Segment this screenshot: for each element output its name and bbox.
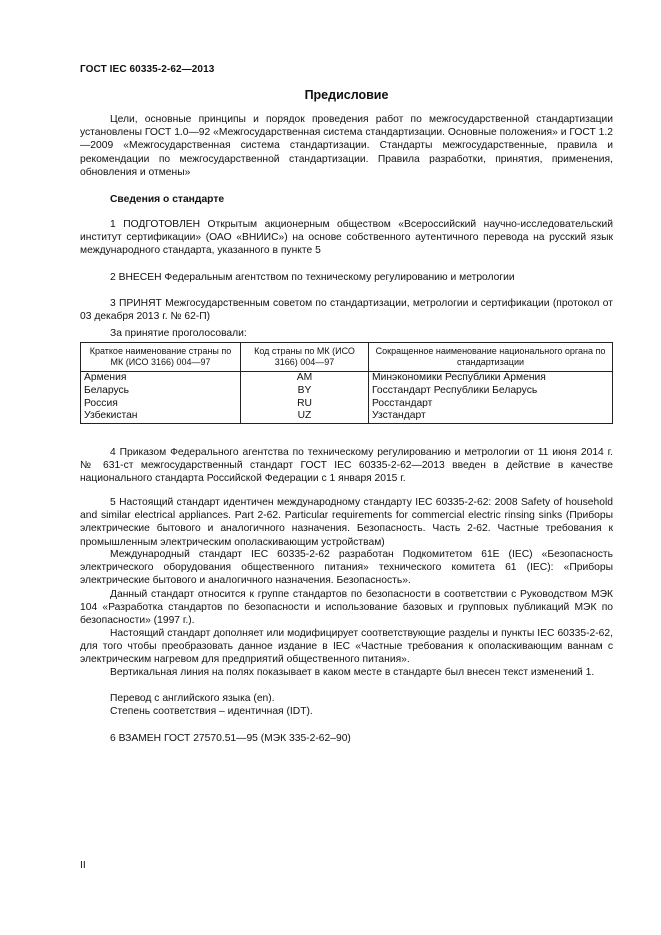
item-4-paragraph: 4 Приказом Федерального агентства по техническому регулированию и метрологии от 11 июня 2014 г. № 631-ст межгосударственный стандарт ГОСТ IEC 60335-2-62—2013 введен в действие в качестве национального стандарта Российской Федерации с 1 января 2015 г. [80,447,613,485]
item-5-group-paragraph: Данный стандарт относится к группе стандартов по безопасности в соответствии с Руководством МЭК 104 «Разработка стандартов по безопасности и использование базовых и групповых публикаций МЭК по безопасности» (1997 г.). [80,589,613,627]
table-cell-code: RU [241,398,369,411]
table-cell-body: Госстандарт Республики Беларусь [369,385,613,398]
item-3-paragraph: 3 ПРИНЯТ Межгосударственным советом по стандартизации, метрологии и сертификации (протокол от 03 декабря 2013 г. № 62-П) [80,298,613,323]
table-cell-code: AM [241,372,369,385]
voting-countries-table [80,342,613,424]
table-cell-code: BY [241,385,369,398]
section-subheading: Сведения о стандарте [110,194,225,205]
table-header-row [81,343,613,372]
table-cell-body: Узстандарт [369,410,613,423]
table-row [81,410,613,423]
page-title: Предисловие [304,88,389,102]
standard-code-header: ГОСТ IEC 60335-2-62—2013 [80,64,215,75]
table-cell-country: Узбекистан [81,410,241,423]
intro-paragraph: Цели, основные принципы и порядок проведения работ по межгосударственной стандартизации установлены ГОСТ 1.0—92 «Межгосударственная система стандартизации. Основные положения» и ГОСТ 1.2—2009 «Межгосударственная система стандартизации. Стандарты межгосударственные, правила и рекомендации по межгосударственной стандартизации. Правила разработки, принятия, применения, обновления и отмены» [80,114,613,178]
item-5-supplement-paragraph: Настоящий стандарт дополняет или модифицирует соответствующие разделы и пункты IEC 60335-2-62, для того чтобы преобразовать данное издание в IEC «Частные требования к ополаскивающим ваннам с электрическим нагревом для предприятий общественного питания». [80,628,613,666]
table-cell-country: Беларусь [81,385,241,398]
vote-label: За принятие проголосовали: [110,328,247,339]
table-cell-body: Минэкономики Республики Армения [369,372,613,385]
item-5-developer-paragraph: Международный стандарт IEC 60335-2-62 разработан Подкомитетом 61E (IEC) «Безопасность электрического оборудования общественного питания» технического комитета 61 (IEC): «Приборы электрические бытового и аналогичного назначения. Безопасность». [80,549,613,587]
item-5-vertical-line-paragraph: Вертикальная линия на полях показывает в каком месте в стандарте был внесен текст изменений 1. [110,667,595,678]
item-1-paragraph: 1 ПОДГОТОВЛЕН Открытым акционерным обществом «Всероссийский научно-исследовательский институт сертификации» (ОАО «ВНИИС») на основе собственного аутентичного перевода на русский язык международного стандарта, указанного в пункте 5 [80,219,613,257]
page-number: II [80,860,86,871]
item-5-translation-paragraph: Перевод с английского языка (en). [110,693,275,704]
table-header-code: Код страны по МК (ИСО 3166) 004—97 [241,343,369,372]
table-header-body: Сокращенное наименование национального органа по стандартизации [369,343,613,372]
table-row [81,385,613,398]
item-5-conformity-paragraph: Степень соответствия – идентичная (IDT). [110,706,313,717]
item-2-paragraph: 2 ВНЕСЕН Федеральным агентством по техническому регулированию и метрологии [110,272,515,283]
table-header-country: Краткое наименование страны по МК (ИСО 3166) 004—97 [81,343,241,372]
table-row [81,398,613,411]
table-cell-country: Армения [81,372,241,385]
item-6-paragraph: 6 ВЗАМЕН ГОСТ 27570.51—95 (МЭК 335-2-62–90) [110,733,351,744]
table-cell-body: Росстандарт [369,398,613,411]
table-row [81,372,613,385]
table-cell-code: UZ [241,410,369,423]
item-5-paragraph: 5 Настоящий стандарт идентичен международному стандарту IEC 60335-2-62: 2008 Safety of household and similar electrical appliances. Part 2-62. Particular requirements for commercial electric rinsing sinks (Приборы электрические бытового и аналогичного назначения. Безопасность. Часть 2-62. Частные требования к промышленным электрическим ополаскивающим устройствам) [80,497,613,548]
table-cell-country: Россия [81,398,241,411]
